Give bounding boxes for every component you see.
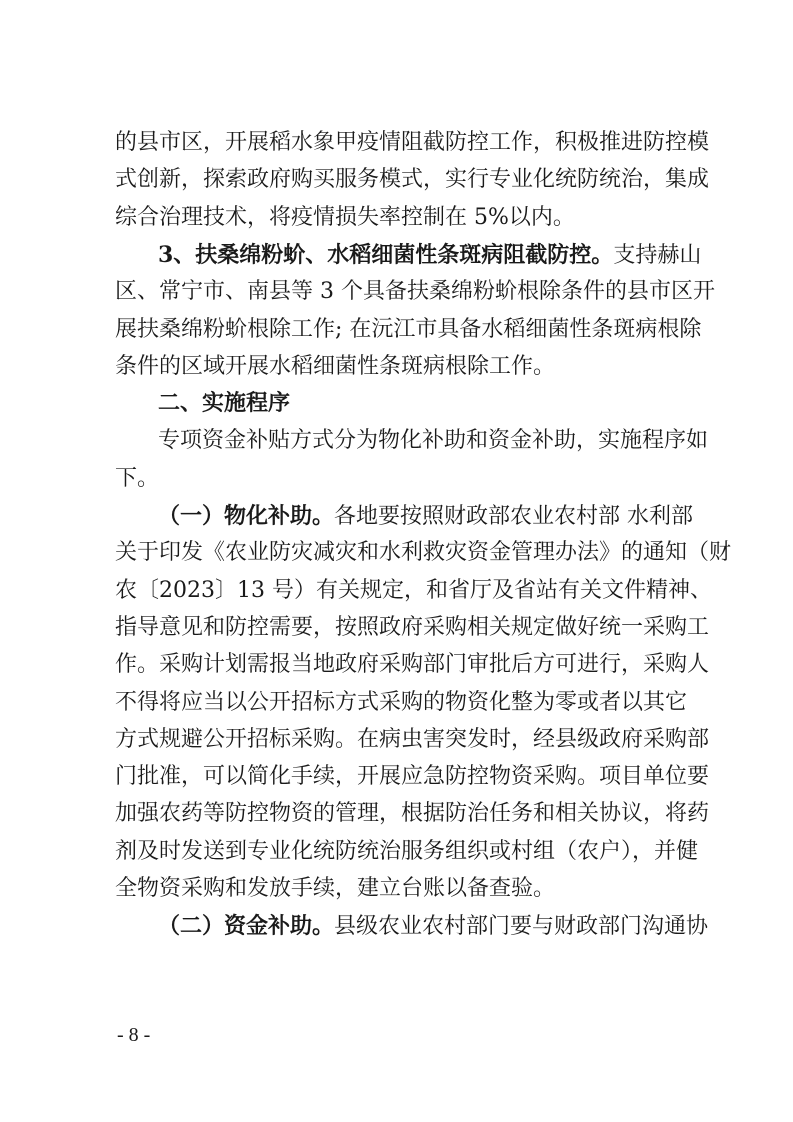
text-line (115, 650, 710, 680)
line-text: 农〔2023〕13 号）有关规定，和省厅及省站有关文件精神、 (115, 577, 712, 603)
line-text: 综合治理技术，将疫情损失率控制在 5%以内。 (115, 204, 575, 230)
line-text: 条件的区域开展水稻细菌性条斑病根除工作。 (115, 353, 556, 379)
line-text: 剂及时发送到专业化统防统治服务组织或村组（农户），并健 (115, 838, 699, 864)
line-text: 县级农业农村部门要与财政部门沟通协 (334, 914, 709, 940)
text-line (115, 725, 710, 755)
text-line (158, 426, 709, 456)
paragraph-lead: （一）物化补助。 (158, 503, 335, 529)
line-text: 全物资采购和发放手续，建立台账以备查验。 (115, 876, 556, 901)
line-text: 不得将应当以公开招标方式采购的物资化整为零或者以其它 (115, 689, 688, 715)
text-line (115, 613, 710, 643)
text-line (115, 576, 712, 606)
section-heading: 二、实施程序 (158, 391, 291, 417)
line-text: 作。采购计划需报当地政府采购部门审批后方可进行，采购人 (115, 652, 710, 678)
text-line (115, 464, 680, 494)
text-line (115, 315, 702, 345)
line-text: 支持赫山 (613, 242, 702, 268)
line-text: 区、常宁市、南县等 3 个具备扶桑绵粉蚧根除条件的县市区开 (115, 279, 715, 305)
text-line (158, 501, 694, 531)
text-line (158, 389, 680, 419)
text-line (115, 762, 710, 792)
line-text: 门批准，可以简化手续，开展应急防控物资采购。项目单位要 (115, 764, 710, 790)
text-line (115, 538, 732, 568)
text-line (158, 240, 702, 270)
line-text: 式创新，探索政府购买服务模式，实行专业化统防统治，集成 (115, 167, 710, 193)
paragraph-lead: （二）资金补助。 (158, 913, 335, 940)
line-text: 加强农药等防控物资的管理，根据防治任务和相关协议，将药 (115, 801, 710, 827)
text-line (115, 165, 710, 195)
text-line (115, 837, 699, 867)
text-line (158, 911, 709, 941)
line-text: 下。 (115, 465, 160, 491)
line-text: 方式规避公开招标采购。在病虫害突发时，经县级政府采购部 (115, 726, 710, 752)
line-text: 指导意见和防控需要，按照政府采购相关规定做好统一采购工 (115, 614, 710, 640)
text-line (115, 799, 710, 829)
text-line (115, 203, 680, 233)
line-text: 展扶桑绵粉蚧根除工作; 在沅江市具备水稻细菌性条斑病根除 (115, 316, 702, 342)
page-number: - 8 - (117, 1024, 151, 1046)
text-line (115, 352, 680, 382)
line-text: 关于印发《农业防灾减灾和水利救灾资金管理办法》的通知（财 (115, 540, 732, 566)
line-text: 的县市区，开展稻水象甲疫情阻截防控工作，积极推进防控模 (115, 130, 710, 155)
text-line (115, 277, 715, 307)
line-text: 各地要按照财政部农业农村部 水利部 (334, 504, 694, 529)
text-line (115, 874, 680, 904)
line-text: 专项资金补贴方式分为物化补助和资金补助，实施程序如 (158, 428, 709, 454)
text-line (115, 688, 688, 718)
text-line (115, 128, 710, 158)
paragraph-lead: 3、扶桑绵粉蚧、水稻细菌性条斑病阻截防控。 (158, 241, 614, 268)
